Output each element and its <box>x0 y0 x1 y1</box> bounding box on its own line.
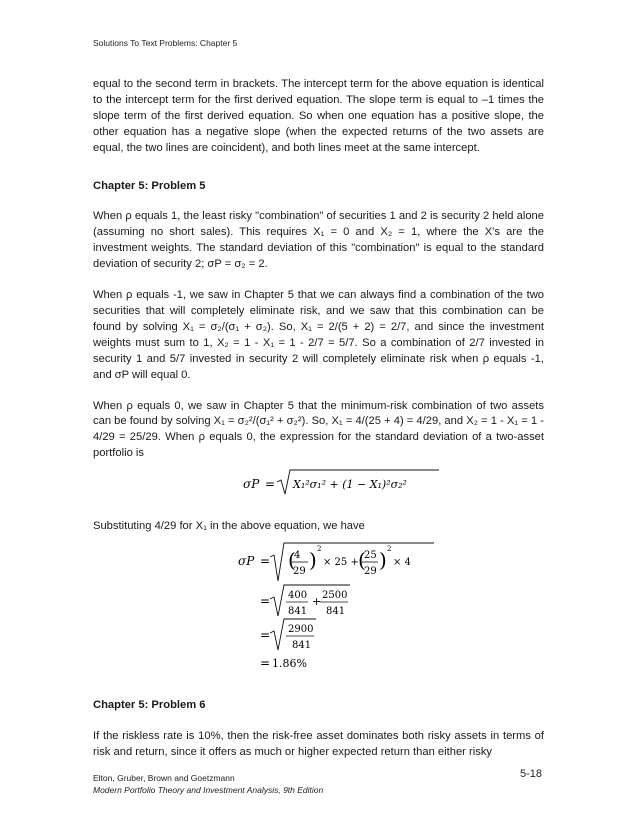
calc-equals-1: = <box>260 554 271 569</box>
page-number: 5-18 <box>520 768 543 780</box>
l2-a-num: 400 <box>288 590 308 602</box>
l2-a-den: 841 <box>288 606 308 618</box>
paragraph-substitution: Substituting 4/29 for X₁ in the above equation, we have <box>93 520 365 533</box>
l2-plus: + <box>312 595 322 609</box>
page-header: Solutions To Text Problems: Chapter 5 <box>93 38 238 48</box>
calc-equals-4: = <box>260 656 271 671</box>
heading-problem-6: Chapter 5: Problem 6 <box>93 699 206 712</box>
paren-close-2: ) <box>379 548 387 573</box>
l3-num: 2900 <box>288 624 314 636</box>
paragraph-rho-minus-1: When ρ equals -1, we saw in Chapter 5 that we can always find a combination of the two securities that will completely eliminate risk, and we saw that this combination can be found by solving X₁ = σ₂/(σ₁ + σ₂). So, X₁ = 2/(5 + 2) = 2/7, and since the investment weights must sum to 1, X₂ = 1 - X₁ = 1 - 2/7 = 5/7. So a combination of 2/7 invested in security 1 and 5/7 invested in security 2 will completely eliminate risk when ρ equals -1, and σP will equal 0. <box>93 289 544 381</box>
l2-b-num: 2500 <box>322 590 348 602</box>
equation-svg <box>243 466 443 502</box>
l3-den: 841 <box>292 640 312 652</box>
page-body <box>93 77 544 761</box>
paren-close-1: ) <box>309 548 317 573</box>
calc-equals-3: = <box>260 628 271 643</box>
times-4: × 4 <box>393 557 411 569</box>
frac2-den: 29 <box>364 566 377 578</box>
frac1-den: 29 <box>293 566 306 578</box>
exp-2: 2 <box>387 545 392 554</box>
frac1-num: 4 <box>294 550 301 562</box>
calc-lhs: σP <box>238 554 255 569</box>
equation-portfolio-std <box>93 466 544 504</box>
paren-open-2: ( <box>358 548 366 573</box>
calculation-svg <box>238 541 438 673</box>
footer-book-title: Modern Portfolio Theory and Investment Analysis, 9th Edition <box>93 785 324 795</box>
equation-equals: = <box>265 477 276 492</box>
paragraph-intercept: equal to the second term in brackets. The intercept term for the above equation is identical to the intercept term for the first derived equation. The slope term is equal to –1 times the slope term of the first derived equation. So when one equation has a positive slope, the other equation has a negative slope (when the expected returns of the two assets are equal, the two lines are coincident), and both lines meet at the same intercept. <box>93 78 544 154</box>
paragraph-rho-1: When ρ equals 1, the least risky "combination" of securities 1 and 2 is security 2 held alone (assuming no short sales). This requires X₁ = 0 and X₂ = 1, where the X's are the investment weights. The standard deviation of this "combination" is equal to the standard deviation of security 2; σP = σ₂ = 2. <box>93 210 544 271</box>
page-footer <box>93 772 323 796</box>
exp-1: 2 <box>317 545 322 554</box>
l2-b-den: 841 <box>326 606 346 618</box>
calc-equals-2: = <box>260 594 271 609</box>
calculation-block <box>93 541 544 676</box>
equation-lhs: σP <box>243 477 260 492</box>
paren-open-1: ( <box>288 548 296 573</box>
calc-result: 1.86% <box>272 657 307 671</box>
paragraph-riskless-rate: If the riskless rate is 10%, then the risk-free asset dominates both risky assets in terms of risk and return, since it offers as much or higher expected return than either risky <box>93 729 544 758</box>
paragraph-rho-0: When ρ equals 0, we saw in Chapter 5 that the minimum-risk combination of two assets can be found by solving X₁ = σ₂²/(σ₁² + σ₂²). So, X₁ = 4/(25 + 4) = 4/29, and X₂ = 1 - X₁ = 1 - 4/29 = 25/29. When ρ equals 0, the expression for the standard deviation of a two-asset portfolio is <box>93 399 544 460</box>
frac2-num: 25 <box>364 550 377 562</box>
heading-problem-5: Chapter 5: Problem 5 <box>93 179 206 192</box>
equation-radicand: X₁²σ₁² + (1 − X₁)²σ₂² <box>293 478 407 492</box>
times-25: × 25 + <box>323 557 359 569</box>
footer-authors: Elton, Gruber, Brown and Goetzmann <box>93 773 235 783</box>
